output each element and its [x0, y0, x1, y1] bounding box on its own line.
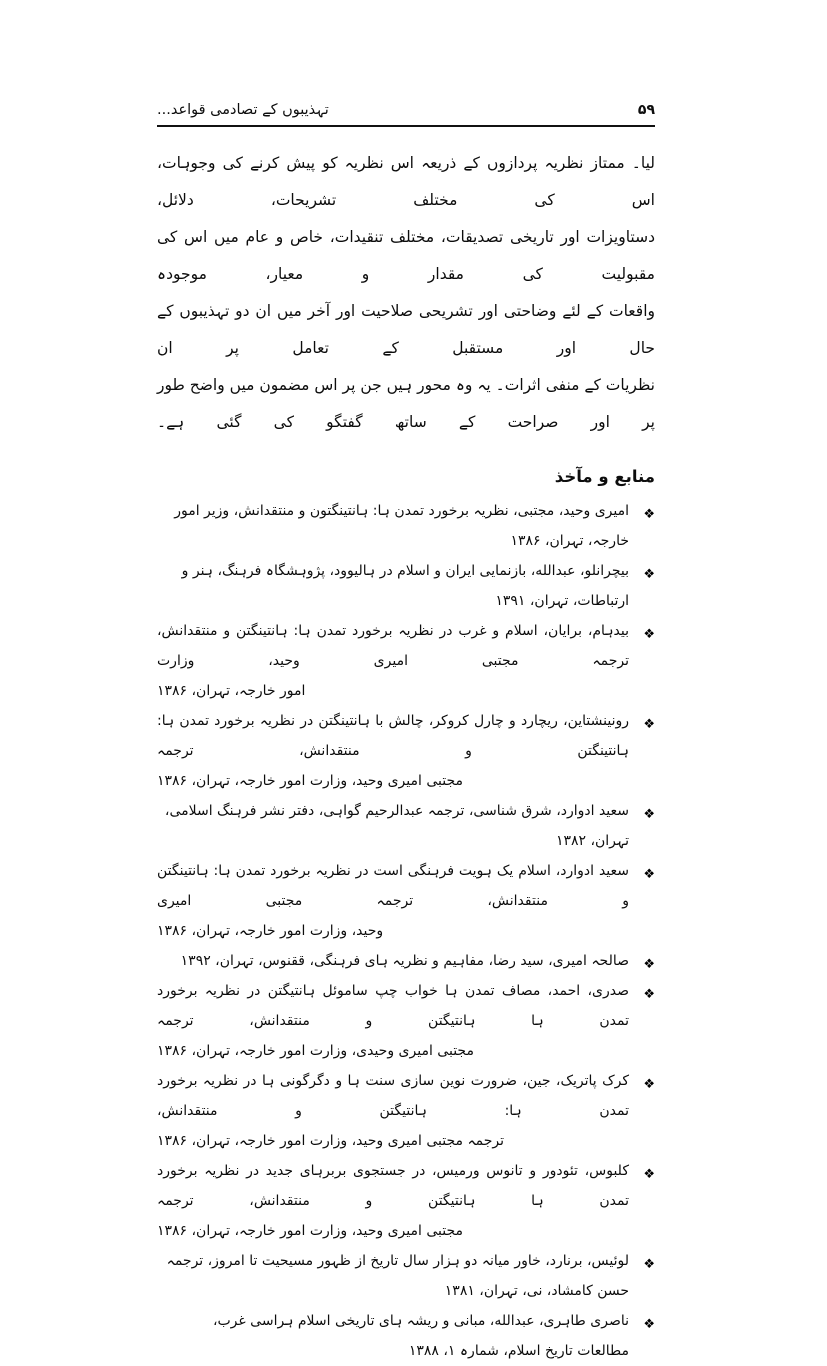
paragraph-line: لیا۔ ممتاز نظریہ پردازوں کے ذریعہ اس نظریہ کو پیش کرنے کی وجوہات، اس کی مختلف تشریحات، دلائل، — [157, 154, 655, 209]
diamond-bullet-icon: ❖ — [643, 717, 655, 732]
reference-item — [157, 1156, 655, 1246]
diamond-bullet-icon: ❖ — [643, 1077, 655, 1092]
page-number: ۵۹ — [637, 102, 655, 118]
reference-line: لوئیس، برنارد، خاور میانہ دو ہزار سال تاریخ از ظہور مسیحیت تا امروز، ترجمہ حسن کامشاد، نی، تہران، ۱۳۸۱ — [166, 1253, 629, 1299]
reference-line: کلبوس، تئودور و تانوس ورمیس، در جستجوی بربرہای جدید در نظریہ برخورد تمدن ہا ہانتیگتن و منتقدانش، ترجمہ — [157, 1163, 629, 1209]
reference-line: صدری، احمد، مصاف تمدن ہا خواب چپ ساموئل ہانتیگتن در نظریہ برخورد تمدن ہا ہانتیگتن و منتقدانش، ترجمہ — [157, 983, 629, 1029]
paragraph-line: دستاویزات اور تاریخی تصدیقات، مختلف تنقیدات، خاص و عام میں اس کی مقبولیت کی مقدار و معیار، موجودہ — [157, 228, 655, 283]
diamond-bullet-icon: ❖ — [643, 1257, 655, 1272]
diamond-bullet-icon: ❖ — [643, 627, 655, 642]
references-heading: منابع و مآخذ — [554, 467, 655, 486]
reference-line: سعید ادوارد، شرق شناسی، ترجمہ عبدالرحیم گواہی، دفتر نشر فرہنگ اسلامی، تہران، ۱۳۸۲ — [164, 803, 629, 849]
reference-line: وحید، وزارت امور خارجہ، تہران، ۱۳۸۶ — [157, 923, 384, 939]
reference-line: ترجمہ مجتبی امیری وحید، وزارت امور خارجہ، تہران، ۱۳۸۶ — [157, 1133, 505, 1149]
reference-line: امیری وحید، مجتبی، نظریہ برخورد تمدن ہا: ہانتینگتون و منتقدانش، وزیر امور خارجہ، تہران، ۱۳۸۶ — [174, 503, 629, 549]
reference-item — [157, 616, 655, 706]
reference-item — [157, 796, 655, 856]
reference-line: مجتبی امیری وحیدی، وزارت امور خارجہ، تہران، ۱۳۸۶ — [157, 1043, 474, 1059]
reference-item — [157, 706, 655, 796]
diamond-bullet-icon: ❖ — [643, 1317, 655, 1332]
reference-item — [157, 976, 655, 1066]
references-list — [157, 496, 655, 1366]
diamond-bullet-icon: ❖ — [643, 987, 655, 1002]
paragraph-line: نظریات کے منفی اثرات۔ یہ وہ محور ہیں جن پر اس مضمون میں واضح طور پر اور صراحت کے ساتھ گفتگو کی گئی ہے۔ — [157, 376, 655, 431]
reference-item — [157, 496, 655, 556]
diamond-bullet-icon: ❖ — [643, 567, 655, 582]
reference-item — [157, 556, 655, 616]
diamond-bullet-icon: ❖ — [643, 507, 655, 522]
reference-item — [157, 1246, 655, 1306]
reference-item — [157, 856, 655, 946]
intro-paragraph — [157, 145, 655, 441]
reference-item — [157, 946, 655, 976]
reference-line: ناصری طاہری، عبدالله، مبانی و ریشہ ہای تاریخی اسلام ہراسی غرب، مطالعات تاریخ اسلام، شمارہ ۱، ۱۳۸۸ — [212, 1313, 629, 1359]
reference-line: مجتبی امیری وحید، وزارت امور خارجہ، تہران، ۱۳۸۶ — [157, 773, 463, 789]
diamond-bullet-icon: ❖ — [643, 1167, 655, 1182]
reference-line: رونینشتاین، ریچارد و چارل کروکر، چالش با ہانتینگتن در نظریہ برخورد تمدن ہا: ہانتینگتن و منتقدانش، ترجمہ — [157, 713, 629, 759]
paragraph-line: واقعات کے لئے وضاحتی اور تشریحی صلاحیت اور آخر میں ان دو تہذیبوں کے حال اور مستقبل کے تعامل پر ان — [157, 302, 655, 357]
reference-line: بیچرانلو، عبدالله، بازنمایی ایران و اسلام در ہالیوود، پژوہشگاہ فرہنگ، ہنر و ارتباطات، تہران، ۱۳۹۱ — [181, 563, 629, 609]
reference-line: کرک پاتریک، جین، ضرورت نوین سازی سنت ہا و دگرگونی ہا در نظریہ برخورد تمدن ہا: ہانتیگتن و منتقدانش، — [157, 1073, 629, 1119]
running-title: تہذیبوں کے تصادمی قواعد... — [157, 102, 329, 118]
running-header — [157, 100, 655, 120]
reference-item — [157, 1306, 655, 1366]
header-rule — [157, 125, 655, 127]
reference-line: مجتبی امیری وحید، وزارت امور خارجہ، تہران، ۱۳۸۶ — [157, 1223, 463, 1239]
reference-line: امور خارجہ، تہران، ۱۳۸۶ — [157, 683, 306, 699]
reference-line: بیدہام، برایان، اسلام و غرب در نظریہ برخورد تمدن ہا: ہانتینگتن و منتقدانش، ترجمہ مجتبی امیری وحید، وزارت — [157, 623, 629, 669]
reference-line: سعید ادوارد، اسلام یک ہویت فرہنگی است در نظریہ برخورد تمدن ہا: ہانتینگتن و منتقدانش، ترجمہ مجتبی امیری — [157, 863, 629, 909]
reference-item — [157, 1066, 655, 1156]
reference-line: صالحہ امیری، سید رضا، مفاہیم و نظریہ ہای فرہنگی، ققنوس، تہران، ۱۳۹۲ — [180, 953, 629, 969]
page-content — [157, 100, 655, 1366]
diamond-bullet-icon: ❖ — [643, 867, 655, 882]
diamond-bullet-icon: ❖ — [643, 807, 655, 822]
diamond-bullet-icon: ❖ — [643, 957, 655, 972]
